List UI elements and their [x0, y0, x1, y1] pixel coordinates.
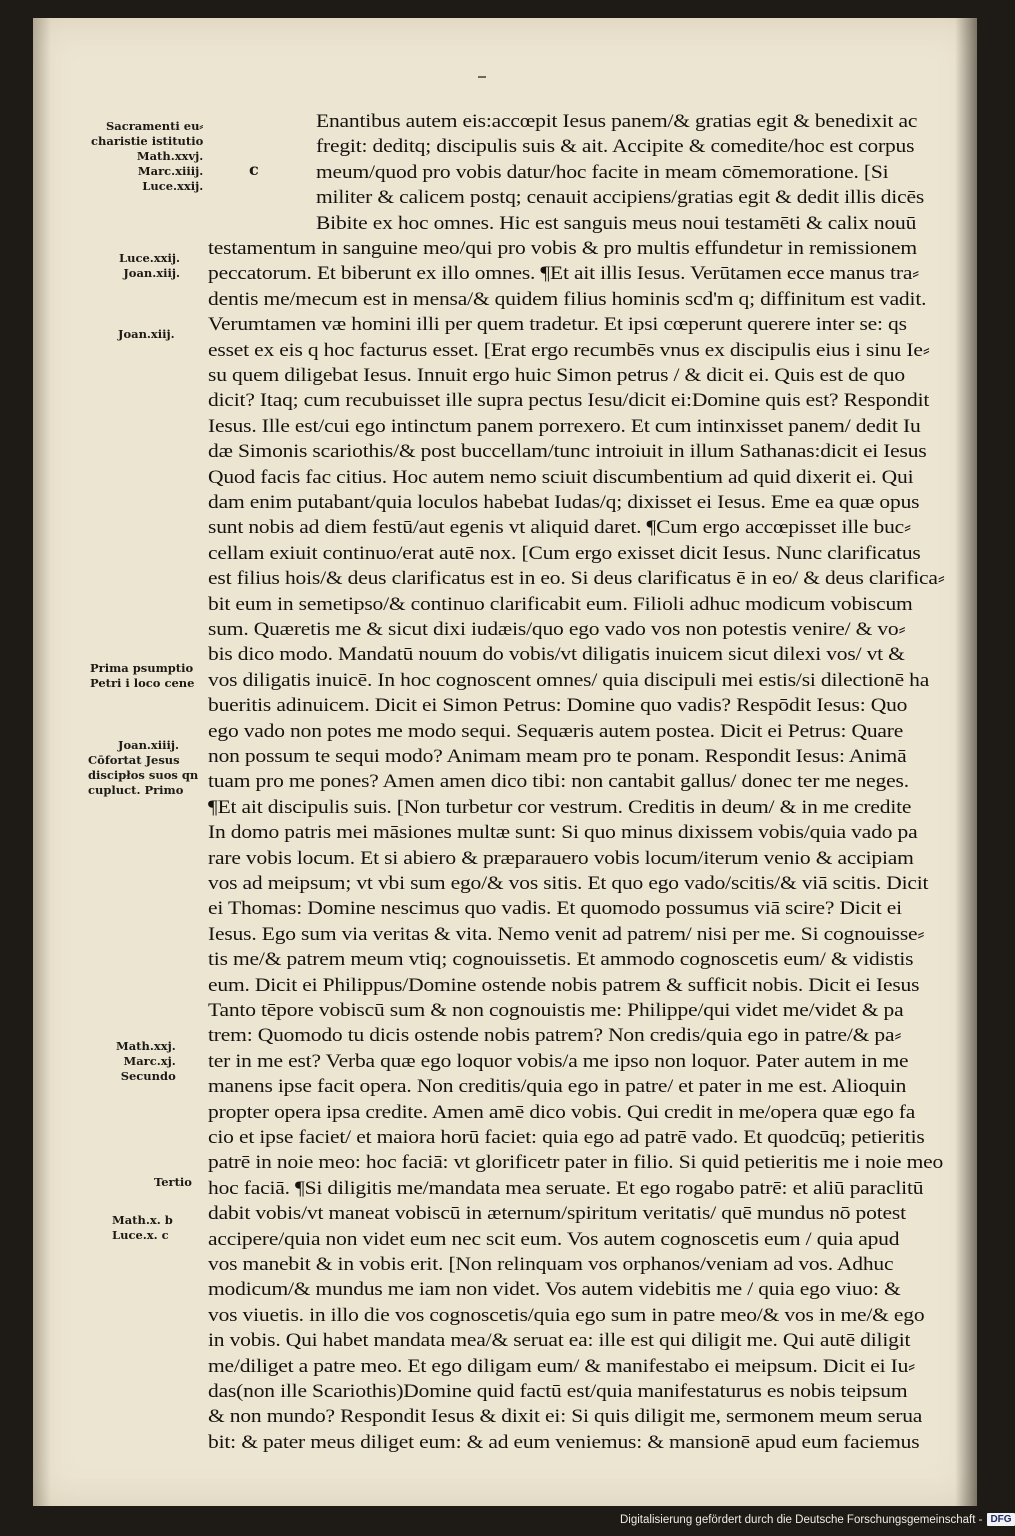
text-line: ego vado non potes me modo sequi. Sequæris autem postea. Dicit ei Petrus: Quare [208, 720, 904, 742]
text-line: & non mundo? Respondit Iesus & dixit ei: Si quis diligit me, sermonem meum serua [208, 1406, 923, 1428]
text-line: ¶Et ait discipulis suis. [Non turbetur cor vestrum. Creditis in deum/ & in me credite [208, 796, 912, 818]
text-line: dam enim putabant/quia loculos habebat Iudas/q; dixisset ei Iesus. Eme ea quæ opus [208, 492, 920, 513]
text-line: dentis me/mecum est in mensa/& quidem filius hominis scd'm q; diffinitum est vadit. [208, 288, 927, 310]
margin-line: charistie istitutio [91, 134, 204, 148]
text-line: modicum/& mundus me iam non videt. Vos autem videbitis me / quia ego viuo: & [208, 1279, 901, 1301]
book-page [33, 18, 977, 1506]
margin-line: discipłos suos qn [88, 768, 199, 782]
margin-note-joan [118, 327, 175, 342]
margin-note-secundo [116, 1039, 176, 1084]
margin-line: Math.x. b [112, 1213, 173, 1227]
text-line: das(non ille Scariothis)Domine quid factū est/quia manifestaturus es nobis teipsum [208, 1381, 908, 1402]
text-line: Verumtamen væ homini illi per quem tradetur. Et ipsi cœperunt querere inter se: qs [208, 314, 907, 336]
text-line: bis dico modo. Mandatū nouum do vobis/vt diligatis inuicem sicut dilexi vos/ vt & [208, 644, 905, 666]
text-line: ter in me est? Verba quæ ego loquor vobis/a me ipso non loquor. Pater autem in me [208, 1050, 909, 1072]
text-line: testamentum in sanguine meo/qui pro vobis & pro multis effundetur in remissionem [208, 238, 917, 259]
text-line: dæ Simonis scariothis/& post buccellam/tunc introiuit in illum Sathanas:dicit ei Iesus [208, 441, 927, 463]
margin-line: Joan.xiij. [123, 266, 181, 280]
dfg-logo: DFG [987, 1513, 1014, 1526]
text-line: vos manebit & in vobis erit. [Non relinquam vos orphanos/veniam ad vos. Adhuc [208, 1254, 894, 1275]
text-line: meum/quod pro vobis datur/hoc facite in meam cōmemoratione. [Si [316, 161, 889, 183]
text-line: tuam pro me pones? Amen amen dico tibi: non cantabit gallus/ donec ter me neges. [208, 771, 909, 793]
text-line: ei Thomas: Domine nescimus quo vadis. Et quomodo possumus viā scire? Dicit ei [208, 898, 902, 920]
text-line: Bibite ex hoc omnes. Hic est sanguis meus noui testamēti & calix nouū [316, 212, 917, 234]
margin-line: Sacramenti eu⸗ [105, 119, 204, 133]
margin-line: Marc.xj. [123, 1054, 176, 1068]
text-line: bit: & pater meus diliget eum: & ad eum veniemus: & mansionē apud eum faciemus [208, 1431, 920, 1453]
text-line: vos ad meipsum; vt vbi sum ego/& vos sitis. Et quo ego vado/scitis/& viā scitis. Dicit [208, 873, 929, 894]
margin-line: Marc.xiiij. [137, 164, 204, 178]
text-line: sunt nobis ad diem festū/aut egenis vt aliquid daret. ¶Cum ergo accœpisset ille buc⸗ [208, 517, 912, 539]
text-line: hoc faciā. ¶Si diligitis me/mandata mea seruate. Et ego rogabo patrē: et aliū paraclitū [208, 1177, 924, 1199]
text-line: fregit: deditq; discipulis suis & ait. Accipite & comedite/hoc est corpus [316, 136, 915, 158]
margin-note-tertio [154, 1175, 192, 1190]
margin-line: Joan.xiij. [118, 327, 175, 341]
margin-line: Math.xxj. [116, 1039, 176, 1053]
text-line: Quod facis fac citius. Hoc autem nemo sciuit discumbentium ad quid dixerit ei. Qui [208, 466, 914, 488]
margin-line: Tertio [154, 1175, 192, 1189]
text-line: manens ipse facit opera. Non creditis/quia ego in patre/ et pater in me est. Alioquin [208, 1076, 907, 1098]
ink-mark [478, 76, 486, 78]
gutter-shadow [33, 18, 51, 1506]
text-line: trem: Quomodo tu dicis ostende nobis patrem? Non credis/quia ego in patre/& pa⸗ [208, 1025, 902, 1047]
text-line: propter opera ipsa credite. Amen amē dico vobis. Qui credit in me/opera quæ ego fa [208, 1101, 916, 1123]
text-line: militer & calicem postq; cenauit accipiens/gratias egit & dedit illis dicēs [316, 187, 925, 209]
text-line: Tanto tēpore vobiscū sum & non cognouistis me: Philippe/qui videt me/videt & pa [208, 1000, 904, 1021]
margin-note-prima [90, 661, 194, 691]
margin-note-confortat [88, 738, 198, 798]
text-line: eum. Dicit ei Philippus/Domine ostende nobis patrem & sufficit nobis. Dicit ei Iesus [208, 974, 920, 996]
text-line: sum. Quæretis me & sicut dixi iudæis/quo ego vado vos non potestis venire/ & vo⸗ [208, 619, 906, 640]
margin-note-sacramenti [91, 119, 203, 194]
text-line: rare vobis locum. Et si abiero & præparauero vobis locum/iterum venio & accipiam [208, 847, 914, 869]
margin-line: Luce.xxij. [119, 251, 181, 265]
text-line: esset ex eis q hoc facturus esset. [Erat ergo recumbēs vnus ex discipulis eius i sinu Ie⸗ [208, 339, 930, 361]
text-line: Iesus. Ego sum via veritas & vita. Nemo venit ad patrem/ nisi per me. Si cognouisse⸗ [208, 923, 925, 945]
margin-line: cupluct. Primo [88, 783, 184, 797]
margin-line: Joan.xiiij. [118, 738, 180, 752]
text-line: Iesus. Ille est/cui ego intinctum panem porrexero. Et cum intinxisset panem/ dedit Iu [208, 415, 921, 437]
text-line: bueritis adinuicem. Dicit ei Simon Petrus: Domine quo vadis? Respōdit Iesus: Quo [208, 695, 908, 717]
text-line: me/diliget a patre meo. Et ego diligam eum/ & manifestabo ei meipsum. Dicit ei Iu⸗ [208, 1355, 916, 1377]
margin-note-math-luce [112, 1213, 173, 1243]
text-line: In domo patris mei māsiones multæ sunt: Si quo minus dixissem vobis/quia vado pa [208, 822, 918, 844]
text-line: tis me/& patrem meum vtiq; cognouissetis. Et ammodo cognoscetis eum/ & vidistis [208, 949, 914, 971]
margin-line: Cōfortat Jesus [88, 753, 180, 767]
footer-text: Digitalisierung gefördert durch die Deutsche Forschungsgemeinschaft - [620, 1513, 983, 1526]
margin-line: Prima psumptio [90, 661, 194, 675]
text-line: patrē in noie meo: hoc faciā: vt glorificetr pater in filio. Si quid petieritis me i noie meo [208, 1152, 944, 1174]
margin-line: Petri i loco cene [90, 676, 195, 690]
margin-line: Secundo [120, 1069, 176, 1083]
margin-line: Luce.x. c [112, 1228, 169, 1242]
text-line: peccatorum. Et biberunt ex illo omnes. ¶Et ait illis Iesus. Verūtamen ecce manus tra⸗ [208, 263, 920, 285]
text-line: accipere/quia non videt eum nec scit eum. Vos autem cognoscetis eum / quia apud [208, 1228, 900, 1250]
text-line: in vobis. Qui habet mandata mea/& seruat ea: ille est qui diligit me. Qui autē diligit [208, 1330, 911, 1352]
text-line: vos viuetis. in illo die vos cognoscetis/quia ego sum in patre meo/& vos in me/& ego [208, 1304, 925, 1326]
page-edge-shadow [955, 18, 977, 1506]
text-line: vos diligatis inuicē. In hoc cognoscent omnes/ quia discipuli mei estis/si dilectionē ha [208, 669, 930, 691]
text-line: non possum te sequi modo? Animam meam pro te ponam. Respondit Iesus: Animā [208, 746, 907, 767]
text-line: Enantibus autem eis:accœpit Iesus panem/& gratias egit & benedixit ac [316, 111, 918, 132]
footer-credit [620, 1513, 1015, 1526]
margin-line: Math.xxvj. [136, 149, 204, 163]
margin-note-luce-joan [119, 251, 180, 281]
text-line: bit eum in semetipso/& continuo clarificabit eum. Filioli adhuc modicum vobiscum [208, 593, 913, 615]
section-letter-c: c [249, 160, 259, 179]
text-line: su quem diligebat Iesus. Innuit ergo huic Simon petrus / & dicit ei. Quis est de quo [208, 365, 905, 386]
text-line: cellam exiuit continuo/erat autē nox. [Cum ergo exisset dicit Iesus. Nunc clarificatus [208, 542, 921, 564]
text-line: est filius hois/& deus clarificatus est in eo. Si deus clarificatus ē in eo/ & deus clarifica⸗ [208, 568, 945, 590]
margin-line: Luce.xxij. [142, 179, 204, 193]
text-line: dicit? Itaq; cum recubuisset ille supra pectus Iesu/dicit ei:Domine quis est? Respondit [208, 390, 930, 412]
text-line: cio et ipse faciet/ et maiora horū faciet: quia ego ad patrē vado. Et quodcūq; petieritis [208, 1127, 925, 1148]
text-line: dabit vobis/vt maneat vobiscū in æternum/spiritum veritatis/ quē mundus nō potest [208, 1203, 906, 1225]
